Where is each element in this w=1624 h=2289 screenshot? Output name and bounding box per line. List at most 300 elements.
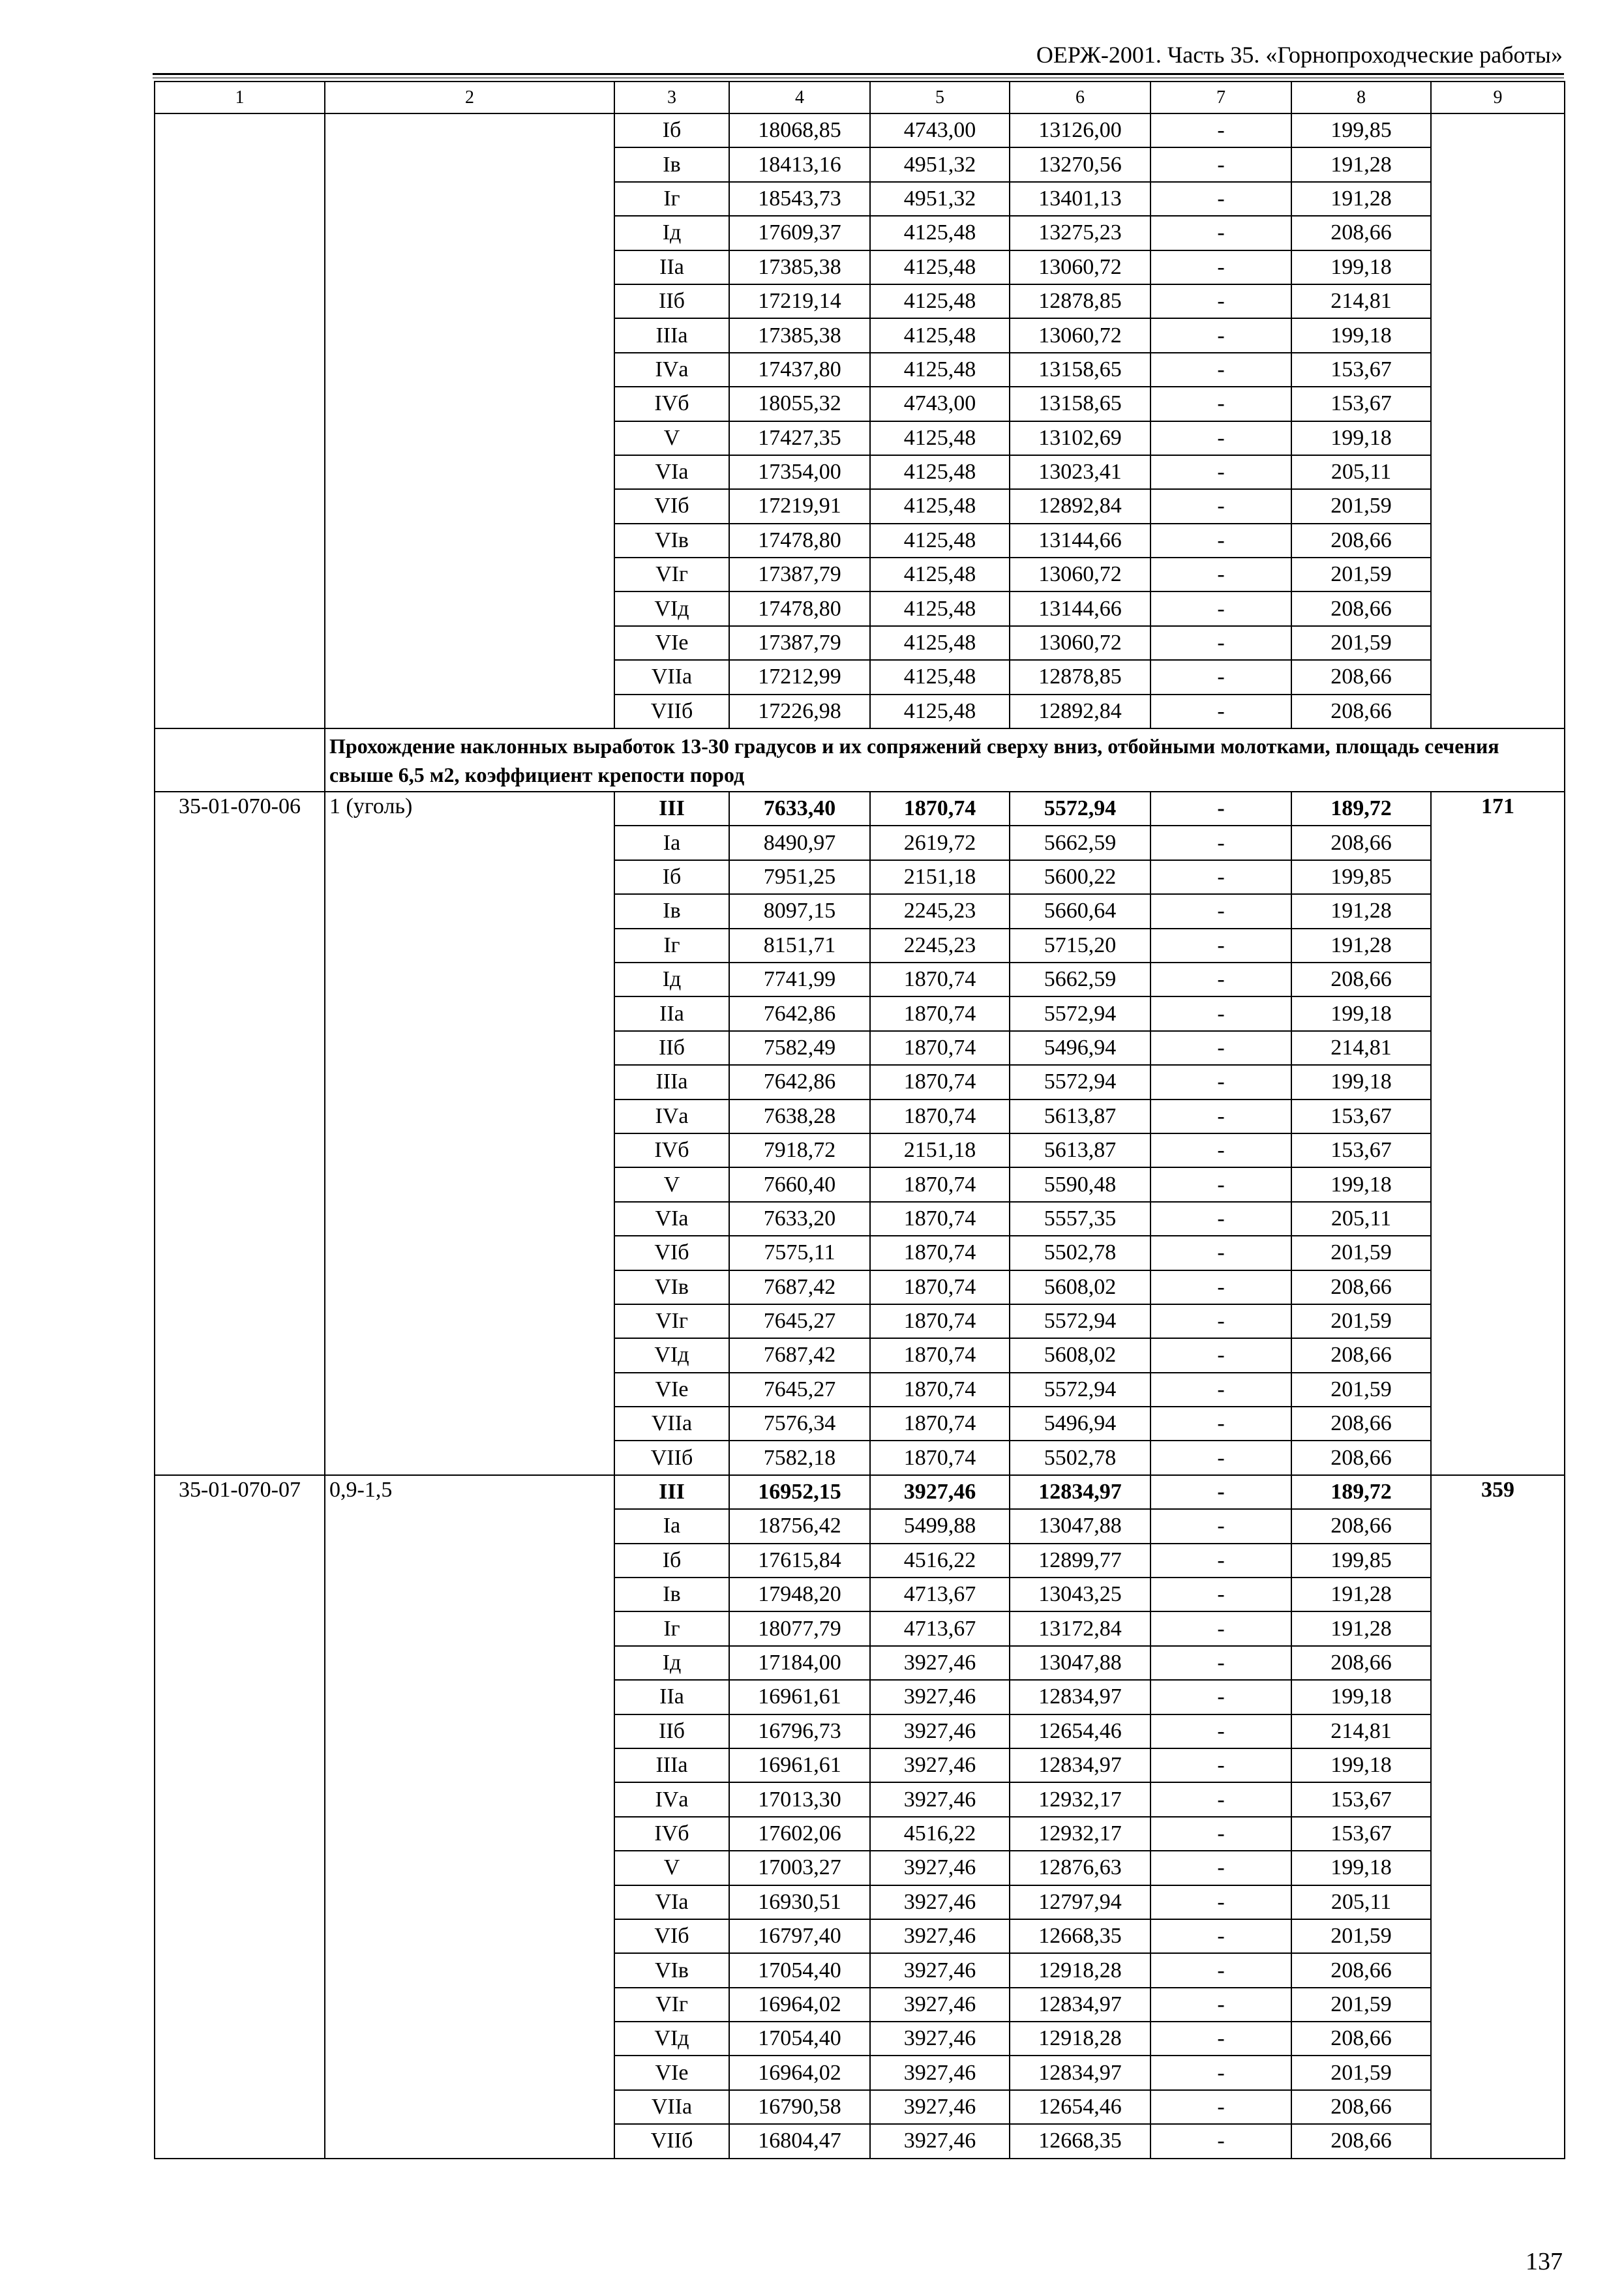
table-cell: 201,59 xyxy=(1291,489,1431,523)
table-cell: 208,66 xyxy=(1291,591,1431,625)
table-cell: 191,28 xyxy=(1291,147,1431,181)
table-cell: - xyxy=(1150,147,1291,181)
table-cell: 16964,02 xyxy=(729,2056,870,2089)
table-cell: - xyxy=(1150,996,1291,1030)
table-cell: - xyxy=(1150,1988,1291,2022)
table-cell: IIб xyxy=(614,1031,729,1065)
table-cell: Iв xyxy=(614,147,729,181)
table-cell: 17184,00 xyxy=(729,1646,870,1680)
table-cell: 3927,46 xyxy=(870,1953,1010,1987)
table-cell: 18756,42 xyxy=(729,1509,870,1543)
table-cell: 13060,72 xyxy=(1010,558,1150,591)
table-cell: VIе xyxy=(614,2056,729,2089)
table-cell: 208,66 xyxy=(1291,963,1431,996)
table-cell: 199,18 xyxy=(1291,318,1431,352)
table-cell: 4125,48 xyxy=(870,421,1010,455)
table-cell: - xyxy=(1150,1100,1291,1133)
table-cell: 214,81 xyxy=(1291,284,1431,318)
table-cell: 7918,72 xyxy=(729,1133,870,1167)
table-cell: 12834,97 xyxy=(1010,2056,1150,2089)
table-cell: 18055,32 xyxy=(729,387,870,421)
table-cell: IIIа xyxy=(614,318,729,352)
table-cell: 17219,14 xyxy=(729,284,870,318)
table-cell: IIб xyxy=(614,284,729,318)
table-cell: - xyxy=(1150,558,1291,591)
table-cell: 3927,46 xyxy=(870,1885,1010,1919)
table-cell: 17003,27 xyxy=(729,1851,870,1885)
table-cell: - xyxy=(1150,963,1291,996)
table-cell: - xyxy=(1150,695,1291,728)
column-header: 4 xyxy=(729,82,870,113)
table-cell: 5502,78 xyxy=(1010,1236,1150,1270)
table-cell: 17054,40 xyxy=(729,2022,870,2056)
table-cell: - xyxy=(1150,1714,1291,1748)
table-cell: Iб xyxy=(614,860,729,894)
table-cell: 8097,15 xyxy=(729,894,870,928)
table-cell: 3927,46 xyxy=(870,1919,1010,1953)
table-cell: 5572,94 xyxy=(1010,792,1150,826)
table-cell: 199,18 xyxy=(1291,1851,1431,1885)
column-header: 8 xyxy=(1291,82,1431,113)
table-cell: 12918,28 xyxy=(1010,1953,1150,1987)
table-cell: 5590,48 xyxy=(1010,1167,1150,1201)
table-cell: 208,66 xyxy=(1291,1509,1431,1543)
table-cell: - xyxy=(1150,489,1291,523)
table-cell: 2245,23 xyxy=(870,929,1010,963)
table-cell: 12654,46 xyxy=(1010,2090,1150,2124)
table-row xyxy=(155,1475,1565,1509)
table-cell: 7741,99 xyxy=(729,963,870,996)
table-cell: 3927,46 xyxy=(870,2022,1010,2056)
table-cell: - xyxy=(1150,1304,1291,1338)
rate-parameter: 0,9-1,5 xyxy=(325,1475,614,2159)
table-cell: 205,11 xyxy=(1291,1202,1431,1236)
table-cell: - xyxy=(1150,860,1291,894)
table-cell: 201,59 xyxy=(1291,1919,1431,1953)
table-cell: 16797,40 xyxy=(729,1919,870,1953)
table-cell: - xyxy=(1150,1031,1291,1065)
table-cell: 13047,88 xyxy=(1010,1646,1150,1680)
table-cell: 13144,66 xyxy=(1010,524,1150,558)
table-cell: 7642,86 xyxy=(729,996,870,1030)
table-cell: III xyxy=(614,1475,729,1509)
table-cell: 214,81 xyxy=(1291,1031,1431,1065)
table-cell: 4951,32 xyxy=(870,147,1010,181)
table-cell: 1870,74 xyxy=(870,1270,1010,1304)
table-cell: VIIб xyxy=(614,1441,729,1474)
table-cell: 3927,46 xyxy=(870,1782,1010,1816)
table-cell: 5496,94 xyxy=(1010,1407,1150,1441)
table-cell: 5660,64 xyxy=(1010,894,1150,928)
table-cell: - xyxy=(1150,524,1291,558)
table-cell: VIв xyxy=(614,524,729,558)
table-cell: VIв xyxy=(614,1953,729,1987)
rate-parameter: 1 (уголь) xyxy=(325,792,614,1475)
table-cell: 7645,27 xyxy=(729,1373,870,1407)
table-cell: 208,66 xyxy=(1291,1270,1431,1304)
table-cell: - xyxy=(1150,1133,1291,1167)
table-cell: 1870,74 xyxy=(870,963,1010,996)
rate-total: 359 xyxy=(1431,1475,1565,2159)
table-cell: 16790,58 xyxy=(729,2090,870,2124)
table-cell: Iд xyxy=(614,963,729,996)
table-cell: 5608,02 xyxy=(1010,1270,1150,1304)
table-cell: 199,85 xyxy=(1291,113,1431,147)
table-cell: 4516,22 xyxy=(870,1544,1010,1578)
table-cell: 12892,84 xyxy=(1010,489,1150,523)
rates-table-body xyxy=(155,82,1565,2159)
table-cell: 191,28 xyxy=(1291,929,1431,963)
table-cell: 7575,11 xyxy=(729,1236,870,1270)
table-cell: 18068,85 xyxy=(729,113,870,147)
table-cell: 17478,80 xyxy=(729,591,870,625)
table-cell: 4516,22 xyxy=(870,1817,1010,1851)
table-cell: 12654,46 xyxy=(1010,1714,1150,1748)
table-cell: - xyxy=(1150,318,1291,352)
table-cell: VIд xyxy=(614,591,729,625)
table-cell: 4125,48 xyxy=(870,318,1010,352)
table-cell: VIа xyxy=(614,455,729,489)
table-cell: 7638,28 xyxy=(729,1100,870,1133)
table-cell: - xyxy=(1150,660,1291,694)
table-cell: - xyxy=(1150,1544,1291,1578)
table-cell: VIд xyxy=(614,2022,729,2056)
table-cell: 4713,67 xyxy=(870,1611,1010,1645)
table-cell: VIе xyxy=(614,1373,729,1407)
table-cell: - xyxy=(1150,826,1291,860)
table-cell: V xyxy=(614,421,729,455)
table-cell: 2619,72 xyxy=(870,826,1010,860)
table-cell: 5715,20 xyxy=(1010,929,1150,963)
table-cell: 8151,71 xyxy=(729,929,870,963)
table-cell: - xyxy=(1150,250,1291,284)
table-cell: 208,66 xyxy=(1291,2124,1431,2158)
table-cell: 5613,87 xyxy=(1010,1100,1150,1133)
table-cell: IIа xyxy=(614,996,729,1030)
table-cell: 13047,88 xyxy=(1010,1509,1150,1543)
table-cell: 13126,00 xyxy=(1010,113,1150,147)
table-cell: 1870,74 xyxy=(870,1236,1010,1270)
table-cell: 2151,18 xyxy=(870,1133,1010,1167)
table-cell: - xyxy=(1150,1167,1291,1201)
table-cell: 153,67 xyxy=(1291,1817,1431,1851)
column-header: 7 xyxy=(1150,82,1291,113)
table-cell: 13043,25 xyxy=(1010,1578,1150,1611)
table-cell: 3927,46 xyxy=(870,1646,1010,1680)
rate-parameter xyxy=(325,113,614,728)
table-cell: VIг xyxy=(614,1988,729,2022)
table-cell: 13023,41 xyxy=(1010,455,1150,489)
table-cell: 153,67 xyxy=(1291,387,1431,421)
table-cell: 13158,65 xyxy=(1010,387,1150,421)
table-cell: - xyxy=(1150,1338,1291,1372)
table-cell: 18077,79 xyxy=(729,1611,870,1645)
table-cell: IIб xyxy=(614,1714,729,1748)
table-cell: 1870,74 xyxy=(870,1441,1010,1474)
table-cell: VIг xyxy=(614,558,729,591)
table-cell: 16796,73 xyxy=(729,1714,870,1748)
table-cell: 12668,35 xyxy=(1010,2124,1150,2158)
table-cell: - xyxy=(1150,1817,1291,1851)
table-cell: 191,28 xyxy=(1291,1578,1431,1611)
table-cell: Iа xyxy=(614,1509,729,1543)
table-cell: 4125,48 xyxy=(870,524,1010,558)
table-cell: 4125,48 xyxy=(870,250,1010,284)
table-cell: Iд xyxy=(614,216,729,250)
table-cell: 5502,78 xyxy=(1010,1441,1150,1474)
page-header-title: ОЕРЖ-2001. Часть 35. «Горнопроходческие работы» xyxy=(1036,42,1563,68)
table-cell: 18543,73 xyxy=(729,182,870,216)
table-cell: - xyxy=(1150,387,1291,421)
table-cell: 7687,42 xyxy=(729,1338,870,1372)
table-cell: 201,59 xyxy=(1291,558,1431,591)
table-cell: 4125,48 xyxy=(870,455,1010,489)
table-cell: Iв xyxy=(614,894,729,928)
table-cell: IIIа xyxy=(614,1748,729,1782)
table-cell: 16961,61 xyxy=(729,1680,870,1714)
table-cell: 13275,23 xyxy=(1010,216,1150,250)
page-number: 137 xyxy=(1526,2248,1563,2275)
table-cell: 153,67 xyxy=(1291,1133,1431,1167)
table-cell: 17427,35 xyxy=(729,421,870,455)
table-cell: 201,59 xyxy=(1291,626,1431,660)
table-cell: - xyxy=(1150,1782,1291,1816)
table-cell: 12834,97 xyxy=(1010,1475,1150,1509)
table-cell: 12834,97 xyxy=(1010,1748,1150,1782)
table-cell: 7645,27 xyxy=(729,1304,870,1338)
table-cell: 208,66 xyxy=(1291,1441,1431,1474)
table-cell: 5662,59 xyxy=(1010,826,1150,860)
table-cell: 12797,94 xyxy=(1010,1885,1150,1919)
table-cell: 4125,48 xyxy=(870,660,1010,694)
table-cell: 208,66 xyxy=(1291,826,1431,860)
table-cell: 17437,80 xyxy=(729,353,870,387)
table-cell: 208,66 xyxy=(1291,524,1431,558)
table-cell: 201,59 xyxy=(1291,1236,1431,1270)
table-cell: 3927,46 xyxy=(870,1988,1010,2022)
table-cell: 16961,61 xyxy=(729,1748,870,1782)
table-cell: VIIа xyxy=(614,1407,729,1441)
table-row xyxy=(155,113,1565,147)
table-cell: - xyxy=(1150,1065,1291,1099)
table-cell: 199,18 xyxy=(1291,1167,1431,1201)
table-cell: Iг xyxy=(614,182,729,216)
table-cell: 191,28 xyxy=(1291,1611,1431,1645)
table-cell: 3927,46 xyxy=(870,2090,1010,2124)
table-cell: - xyxy=(1150,1236,1291,1270)
table-cell: - xyxy=(1150,1373,1291,1407)
table-cell: - xyxy=(1150,1407,1291,1441)
table-cell: IIа xyxy=(614,250,729,284)
table-cell: 201,59 xyxy=(1291,1304,1431,1338)
table-cell: 17609,37 xyxy=(729,216,870,250)
table-cell: 4125,48 xyxy=(870,626,1010,660)
table-cell: - xyxy=(1150,1441,1291,1474)
table-cell: 191,28 xyxy=(1291,182,1431,216)
table-cell: - xyxy=(1150,792,1291,826)
table-cell: 4125,48 xyxy=(870,591,1010,625)
table-cell: 205,11 xyxy=(1291,1885,1431,1919)
table-cell: 4125,48 xyxy=(870,695,1010,728)
table-cell: 5572,94 xyxy=(1010,1373,1150,1407)
table-cell: VIа xyxy=(614,1885,729,1919)
table-cell: 13172,84 xyxy=(1010,1611,1150,1645)
table-cell: 13401,13 xyxy=(1010,182,1150,216)
table-cell: 1870,74 xyxy=(870,1338,1010,1372)
table-cell: VIг xyxy=(614,1304,729,1338)
table-cell: 214,81 xyxy=(1291,1714,1431,1748)
table-cell: 7951,25 xyxy=(729,860,870,894)
table-cell: 1870,74 xyxy=(870,1100,1010,1133)
table-cell: - xyxy=(1150,182,1291,216)
table-cell: 12834,97 xyxy=(1010,1988,1150,2022)
table-cell: - xyxy=(1150,1680,1291,1714)
table-cell: - xyxy=(1150,284,1291,318)
table-cell: 208,66 xyxy=(1291,216,1431,250)
table-cell: 12899,77 xyxy=(1010,1544,1150,1578)
table-cell: VIIб xyxy=(614,695,729,728)
table-cell: Iб xyxy=(614,113,729,147)
table-cell: Iг xyxy=(614,929,729,963)
table-cell: 153,67 xyxy=(1291,1782,1431,1816)
table-cell: - xyxy=(1150,1748,1291,1782)
table-cell: VIб xyxy=(614,1236,729,1270)
rate-total xyxy=(1431,113,1565,728)
table-cell: IVа xyxy=(614,353,729,387)
table-cell: 208,66 xyxy=(1291,1646,1431,1680)
table-cell: 7582,49 xyxy=(729,1031,870,1065)
table-cell: 5572,94 xyxy=(1010,1065,1150,1099)
table-cell: 208,66 xyxy=(1291,1953,1431,1987)
table-cell: 4125,48 xyxy=(870,489,1010,523)
table-cell: 208,66 xyxy=(1291,1407,1431,1441)
table-cell: 12668,35 xyxy=(1010,1919,1150,1953)
table-cell: 13270,56 xyxy=(1010,147,1150,181)
table-cell: 1870,74 xyxy=(870,1065,1010,1099)
table-cell: - xyxy=(1150,1509,1291,1543)
table-cell: VIIа xyxy=(614,2090,729,2124)
table-cell: 17226,98 xyxy=(729,695,870,728)
table-cell: - xyxy=(1150,591,1291,625)
table-cell: 205,11 xyxy=(1291,455,1431,489)
table-cell: 3927,46 xyxy=(870,1748,1010,1782)
table-cell: Iд xyxy=(614,1646,729,1680)
table-cell: 17385,38 xyxy=(729,250,870,284)
table-cell: 3927,46 xyxy=(870,1714,1010,1748)
table-cell: IVа xyxy=(614,1782,729,1816)
table-cell: 17615,84 xyxy=(729,1544,870,1578)
table-cell: Iг xyxy=(614,1611,729,1645)
table-cell: 7633,20 xyxy=(729,1202,870,1236)
table-cell: 1870,74 xyxy=(870,996,1010,1030)
table-cell: 16952,15 xyxy=(729,1475,870,1509)
table-cell: VIд xyxy=(614,1338,729,1372)
table-cell: 13060,72 xyxy=(1010,250,1150,284)
table-cell: 17212,99 xyxy=(729,660,870,694)
table-cell: 3927,46 xyxy=(870,2124,1010,2158)
table-cell: 199,18 xyxy=(1291,1748,1431,1782)
table-cell: 1870,74 xyxy=(870,1304,1010,1338)
table-cell: 5662,59 xyxy=(1010,963,1150,996)
rate-code xyxy=(155,113,325,728)
table-cell: 153,67 xyxy=(1291,1100,1431,1133)
table-cell: 13060,72 xyxy=(1010,318,1150,352)
table-cell: 1870,74 xyxy=(870,792,1010,826)
table-cell: 12918,28 xyxy=(1010,2022,1150,2056)
table-cell: Iв xyxy=(614,1578,729,1611)
table-cell: 191,28 xyxy=(1291,894,1431,928)
table-cell: 208,66 xyxy=(1291,2090,1431,2124)
table-cell: 4125,48 xyxy=(870,216,1010,250)
table-cell: 3927,46 xyxy=(870,1475,1010,1509)
table-cell: 199,85 xyxy=(1291,860,1431,894)
table-cell: IVб xyxy=(614,387,729,421)
table-cell: VIа xyxy=(614,1202,729,1236)
table-cell: 7687,42 xyxy=(729,1270,870,1304)
table-cell: Iб xyxy=(614,1544,729,1578)
table-cell: 4125,48 xyxy=(870,558,1010,591)
table-cell: 17219,91 xyxy=(729,489,870,523)
rate-code: 35-01-070-06 xyxy=(155,792,325,1475)
table-cell: 7642,86 xyxy=(729,1065,870,1099)
table-cell: 208,66 xyxy=(1291,660,1431,694)
table-cell: VIв xyxy=(614,1270,729,1304)
table-cell: 201,59 xyxy=(1291,2056,1431,2089)
table-cell: 17602,06 xyxy=(729,1817,870,1851)
table-cell: 208,66 xyxy=(1291,1338,1431,1372)
table-cell: 4125,48 xyxy=(870,353,1010,387)
table-cell: V xyxy=(614,1851,729,1885)
table-cell: 189,72 xyxy=(1291,1475,1431,1509)
table-cell: 5499,88 xyxy=(870,1509,1010,1543)
table-cell: VIIб xyxy=(614,2124,729,2158)
table-cell: 12892,84 xyxy=(1010,695,1150,728)
column-header: 9 xyxy=(1431,82,1565,113)
table-cell: 13144,66 xyxy=(1010,591,1150,625)
table-cell: 5572,94 xyxy=(1010,1304,1150,1338)
table-cell: 16964,02 xyxy=(729,1988,870,2022)
table-cell: - xyxy=(1150,1919,1291,1953)
table-cell: - xyxy=(1150,2022,1291,2056)
table-cell: IVб xyxy=(614,1817,729,1851)
table-cell: 1870,74 xyxy=(870,1167,1010,1201)
table-cell: 5608,02 xyxy=(1010,1338,1150,1372)
table-cell: 199,18 xyxy=(1291,1065,1431,1099)
table-cell: 17054,40 xyxy=(729,1953,870,1987)
table-cell: 4743,00 xyxy=(870,113,1010,147)
table-cell: 201,59 xyxy=(1291,1373,1431,1407)
table-cell: 12876,63 xyxy=(1010,1851,1150,1885)
table-cell: - xyxy=(1150,455,1291,489)
table-row xyxy=(155,792,1565,826)
table-cell: 199,85 xyxy=(1291,1544,1431,1578)
table-cell: - xyxy=(1150,1475,1291,1509)
table-cell: - xyxy=(1150,1646,1291,1680)
table-cell: 2245,23 xyxy=(870,894,1010,928)
table-cell: - xyxy=(1150,894,1291,928)
table-cell: 12878,85 xyxy=(1010,660,1150,694)
table-cell: 2151,18 xyxy=(870,860,1010,894)
table-cell: 5600,22 xyxy=(1010,860,1150,894)
table-cell: 7660,40 xyxy=(729,1167,870,1201)
table-cell: - xyxy=(1150,1851,1291,1885)
table-cell: IIIа xyxy=(614,1065,729,1099)
section-title: Прохождение наклонных выработок 13-30 градусов и их сопряжений сверху вниз, отбойными молотками, площадь сечения свыше 6,5 м2, коэффициент крепости пород xyxy=(325,728,1565,792)
table-cell: VIб xyxy=(614,489,729,523)
table-cell: - xyxy=(1150,1202,1291,1236)
table-cell: V xyxy=(614,1167,729,1201)
section-title-spacer xyxy=(155,728,325,792)
